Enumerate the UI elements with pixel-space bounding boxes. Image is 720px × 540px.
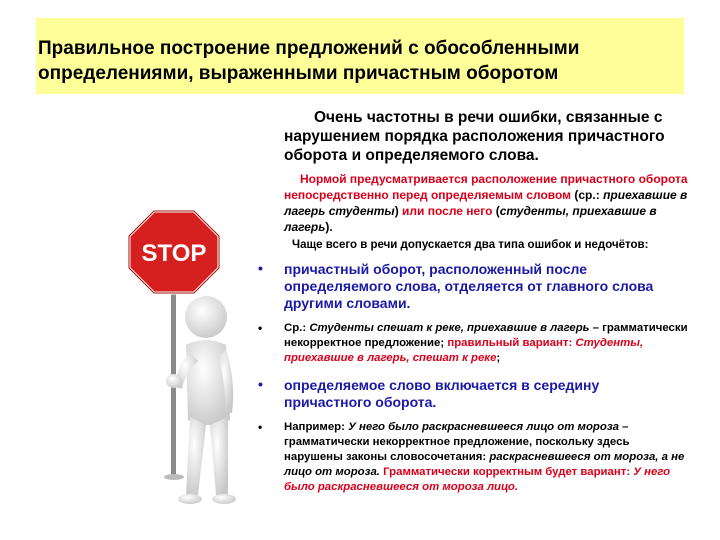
- norm-ref: (ср.:: [574, 188, 600, 202]
- list-item: [258, 260, 688, 312]
- bullet-icon: •: [258, 321, 263, 335]
- bullet-prefix: Ср.:: [284, 322, 307, 334]
- title-banner: [36, 18, 684, 94]
- norm-example-2: студенты, приехавшие в лагерь: [284, 204, 657, 234]
- figure-leg-right: [210, 417, 228, 495]
- norm-paren-open: (: [495, 204, 500, 218]
- norm-paren-close: ).: [325, 220, 333, 234]
- list-item: [258, 420, 688, 495]
- bullet-text: причастный оборот, расположенный после определяемого слова, отделяется от главного слова другими словами.: [284, 261, 654, 311]
- bullet-end: ;: [496, 352, 501, 364]
- bullet-text: – грамматически некорректное предложение;: [284, 322, 688, 349]
- bullet-icon: •: [258, 376, 263, 392]
- list-item: [258, 376, 688, 411]
- bullet-correct-example: Студенты, приехавшие в лагерь, спешат к реке: [284, 337, 644, 364]
- lead-paragraph: Очень частотны в речи ошибки, связанные с нарушением порядка расположения причастного оборота и определяемого слова.: [284, 109, 665, 164]
- intro-paragraph: Чаще всего в речи допускается два типа ошибок и недочётов:: [292, 239, 649, 251]
- norm-paren: ): [394, 204, 399, 218]
- bullet-example: Студенты спешат к реке, приехавшие в лагерь: [309, 322, 590, 334]
- bullet-prefix: Например:: [284, 421, 345, 433]
- figure-head: [185, 296, 227, 338]
- slide-title: Правильное построение предложений с обособленными определениями, выраженными причастным оборотом: [38, 38, 580, 84]
- norm-text: Нормой предусматривается расположение причастного оборота непосредственно перед определяемым словом: [284, 172, 688, 202]
- bullet-example: У него было раскрасневшееся лицо от мороза: [348, 421, 619, 433]
- list-item: [258, 321, 688, 366]
- norm-paragraph: [284, 171, 688, 235]
- main-content: [256, 108, 688, 528]
- person-holding-stop-sign-icon: [108, 205, 258, 525]
- stop-sign-text: STOP: [141, 240, 207, 267]
- norm-text-2: или после него: [402, 204, 493, 218]
- bullet-example-2: раскрасневшееся от мороза, а не лицо от мороза.: [284, 451, 685, 478]
- stop-sign-figure: [108, 205, 258, 525]
- norm-example-1: приехавшие в лагерь студенты: [284, 188, 688, 218]
- bullet-text: определяемое слово включается в середину причастного оборота.: [284, 377, 600, 410]
- bullet-icon: •: [258, 420, 263, 434]
- figure-leg-left: [186, 417, 206, 495]
- bullet-correct-label: Грамматически корректным будет вариант:: [383, 466, 631, 478]
- bullet-icon: •: [258, 260, 263, 276]
- bullet-correct-example: У него было раскрасневшееся от мороза лицо.: [284, 466, 671, 493]
- bullet-text: – грамматически некорректное предложение, поскольку здесь нарушены законы словосочетания:: [284, 421, 630, 463]
- bullet-correct-label: правильный вариант:: [447, 337, 573, 349]
